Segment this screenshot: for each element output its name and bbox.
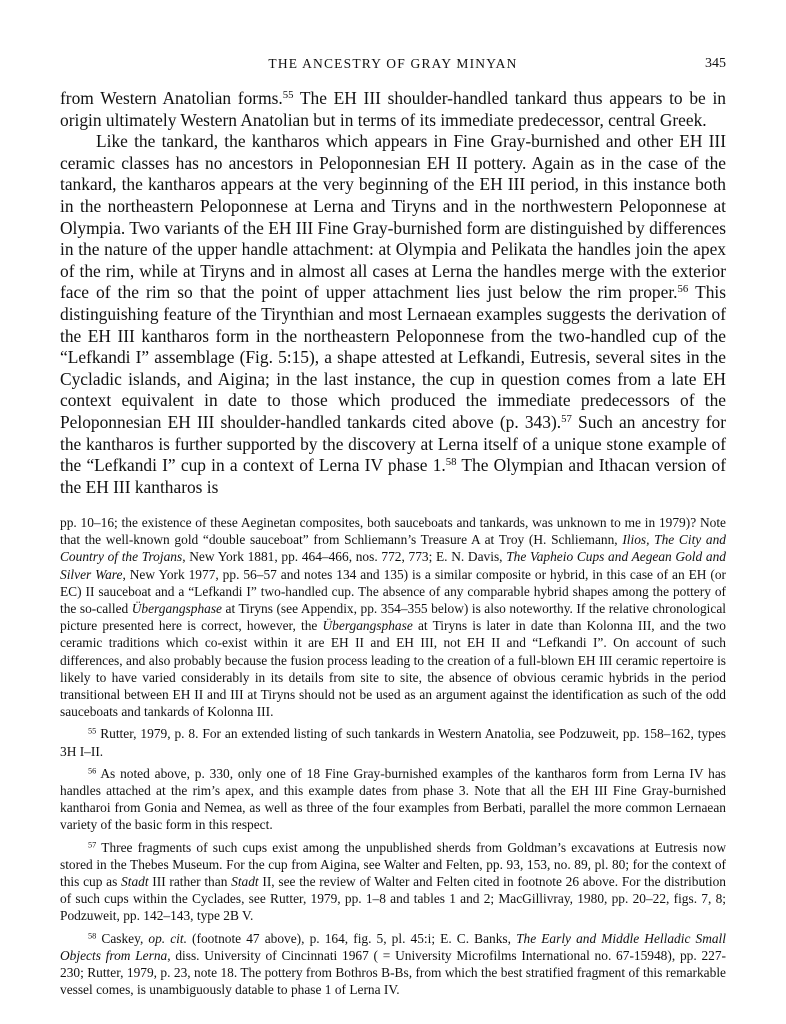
paragraph-2 [60, 131, 726, 498]
footnote-ref-58[interactable]: 58 [445, 456, 457, 469]
text-run: pp. 10–16; the existence of these Aeginetan composites, both sauceboats and tankards, was unknown to me in 1979)? Note that the well-known gold “double sauceboat” from Schliemann’s Treasure A at Troy (H. Schliemann, [60, 515, 726, 548]
footnote-number: 55 [88, 726, 97, 736]
footnotes [60, 514, 726, 1003]
text-run: , New York 1881, pp. 464–466, nos. 772, 773; E. N. Davis, [182, 549, 507, 565]
running-title: THE ANCESTRY OF GRAY MINYAN [268, 56, 518, 71]
main-text [60, 88, 726, 498]
text-run: , diss. University of Cincinnati 1967 ( = University Microfilms International no. 67-15948), pp. 227-230; Rutter, 1979, p. 23, note 18. The pottery from Bothros B-Bs, from which the best stratified fragment of this remarkable vessel comes, is unambiguously datable to phase 1 of Lerna IV. [60, 947, 726, 998]
text-run: from Western Anatolian forms. [60, 88, 283, 108]
text-run: This distinguishing feature of the Tirynthian and most Lernaean examples suggests the derivation of the EH III kantharos form in the northeastern Peloponnese from the two-handled cup of the “Lefkandi I” assemblage (Fig. 5:15), a shape attested at Lefkandi, Eutresis, several sites in the Cycladic islands, and Aigina; in the last instance, the cup in question comes from a late EH context equivalent in date to those which produced the immediate predecessors of the Peloponnesian EH III shoulder-handled tankards cited above (p. 343). [60, 282, 726, 432]
footnote-58 [60, 930, 726, 999]
italic-term: Übergangsphase [322, 618, 413, 634]
footnote-number: 56 [88, 766, 97, 776]
footnote-ref-56[interactable]: 56 [677, 283, 689, 296]
text-run: (footnote 47 above), p. 164, fig. 5, pl. 45:i; E. C. Banks, [186, 930, 517, 946]
footnote-57 [60, 839, 726, 925]
italic-term: Stadt [231, 874, 259, 890]
book-title: Ilios, The City and Country of the Trojans [60, 532, 726, 565]
page-number: 345 [705, 56, 726, 71]
book-title: The Vapheio Cups and Aegean Gold and Silver Ware [60, 549, 726, 582]
italic-term: Übergangsphase [131, 601, 222, 617]
text-run: Three fragments of such cups exist among the unpublished sherds from Goldman’s excavations at Eutresis now stored in the Thebes Museum. For the cup from Aigina, see Walter and Felten, pp. 93, 153, no. 89, pl. 80; for the context of this cup as [60, 839, 726, 890]
page-header [60, 56, 726, 76]
text-run: The EH III shoulder-handled tankard thus appears to be in origin ultimately Western Anatolian but in terms of its immediate predecessor, central Greek. [60, 88, 726, 130]
footnote-56 [60, 765, 726, 834]
footnote-continuation [60, 514, 726, 720]
footnote-ref-57[interactable]: 57 [561, 412, 572, 425]
italic-term: op. cit. [148, 930, 187, 946]
text-run: II, see the review of Walter and Felten cited in footnote 26 above. For the distribution of such cups within the Cyclades, see Rutter, 1979, pp. 1–8 and tables 1 and 2; MacGillivray, 1980, pp. 20–22, figs. 7, 8; Podzuweit, pp. 142–143, type 2B V. [60, 874, 726, 924]
text-run: III rather than [148, 874, 232, 890]
text-run: , New York 1977, pp. 56–57 and notes 134 and 135) is a similar composite or hybrid, in this case of an EH (or EC) II sauceboat and a “Lefkandi I” two-handled cup. The absence of any comparable hybrid shapes among the pottery of the so-called [60, 566, 727, 617]
paragraph-1 [60, 88, 726, 131]
text-run: As noted above, p. 330, only one of 18 Fine Gray-burnished examples of the kantharos form from Lerna IV has handles attached at the rim’s apex, and this example dates from phase 3. Note that all the EH III Fine Gray-burnished kantharoi from Gonia and Nemea, as well as three of the four examples from Berbati, parallel the more common Lernaean variety of the basic form in this respect. [60, 765, 726, 833]
text-run: at Tiryns (see Appendix, pp. 354–355 below) is also noteworthy. If the relative chronological picture presented here is correct, however, the [60, 601, 726, 634]
text-run: The Olympian and Ithacan version of the EH III kantharos is [60, 455, 727, 497]
footnote-ref-55[interactable]: 55 [282, 89, 294, 102]
footnote-number: 58 [88, 931, 97, 941]
text-run: Caskey, [96, 930, 149, 946]
text-run: Such an ancestry for the kantharos is further supported by the discovery at Lerna itself of a unique stone example of the “Lefkandi I” cup in a context of Lerna IV phase 1. [60, 411, 726, 476]
italic-term: Stadt [121, 874, 149, 890]
text-run: Like the tankard, the kantharos which appears in Fine Gray-burnished and other EH III ceramic classes has no ancestors in Peloponnesian EH II pottery. Again as in the case of the tankard, the kantharos appears at the very beginning of the EH III period, in this instance both in the northeastern Peloponnese at Lerna and Tiryns and in the northwestern Peloponnese at Olympia. Two variants of the EH III Fine Gray-burnished form are distinguished by differences in the nature of the upper handle attachment: at Olympia and Pelikata the handles join the apex of the rim, while at Tiryns and in almost all cases at Lerna the handles merge with the exterior face of the rim so that the point of upper attachment lies just below the rim proper. [60, 131, 726, 303]
footnote-number: 57 [88, 840, 97, 850]
footnote-55 [60, 725, 726, 759]
text-run: at Tiryns is later in date than Kolonna III, and the two ceramic traditions which co-exist within it are EH II and EH III, not EH II and “Lefkandi I”. On account of such differences, and also probably because the fusion process leading to the creation of a full-blown EH III ceramic repertoire is likely to have varied considerably in its details from site to site, the absence of obvious ceramic hybrids in the period transitional between EH II and III at Tiryns should not be used as an argument against the identification as such of the odd sauceboats and tankards of Kolonna III. [60, 618, 726, 720]
book-title: The Early and Middle Helladic Small Objects from Lerna [60, 930, 726, 963]
text-run: Rutter, 1979, p. 8. For an extended listing of such tankards in Western Anatolia, see Podzuweit, pp. 158–162, types 3H I–II. [60, 726, 726, 759]
